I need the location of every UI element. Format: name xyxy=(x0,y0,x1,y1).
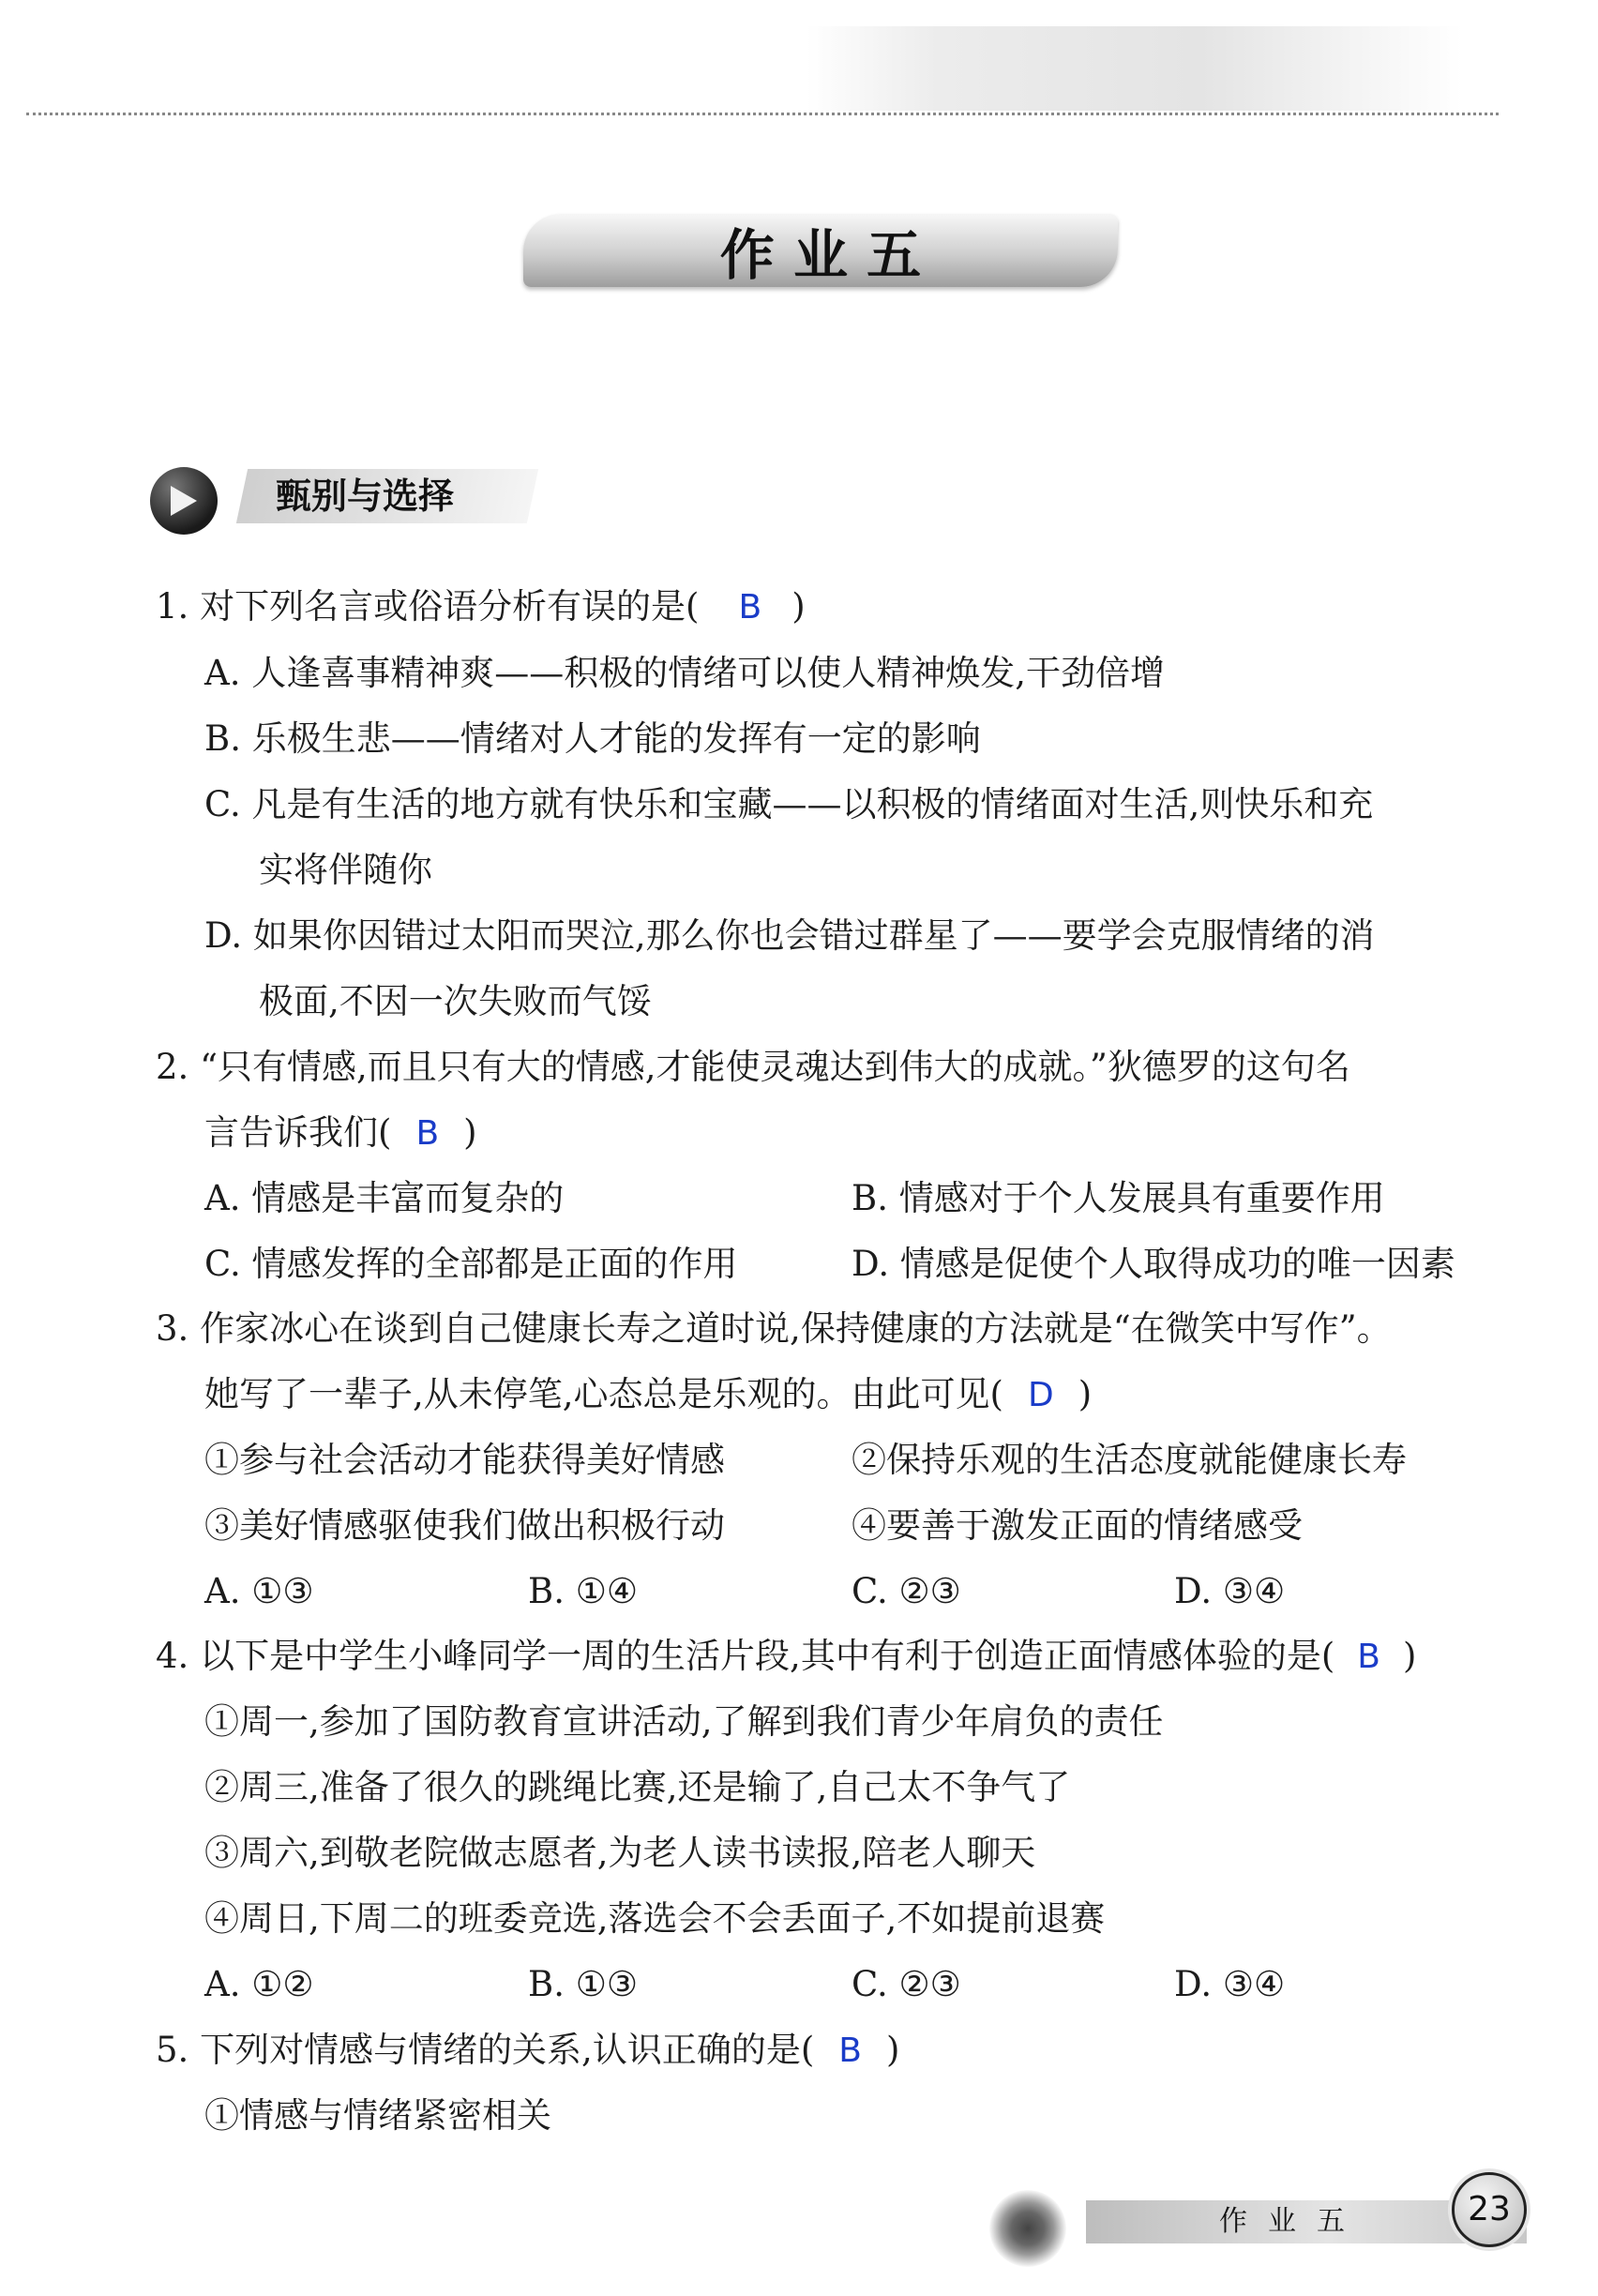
q3-option-c: C. ②③ xyxy=(852,1571,961,1611)
q5-statement-1: ①情感与情绪紧密相关 xyxy=(204,2095,551,2136)
q1-option-d: D. 如果你因错过太阳而哭泣,那么你也会错过群星了——要学会克服情绪的消 xyxy=(204,915,1375,956)
section-title: 甄别与选择 xyxy=(276,476,455,517)
q4-statement-4: ④周日,下周二的班委竞选,落选会不会丢面子,不如提前退赛 xyxy=(204,1898,1106,1939)
homework-banner xyxy=(523,214,1118,287)
q4-statement-1: ①周一,参加了国防教育宣讲活动,了解到我们青少年肩负的责任 xyxy=(204,1701,1164,1742)
q4-option-a: A. ①② xyxy=(204,1964,314,2004)
q1-option-c: C. 凡是有生活的地方就有快乐和宝藏——以积极的情绪面对生活,则快乐和充 xyxy=(204,784,1374,824)
q4-option-d: D. ③④ xyxy=(1174,1964,1286,2004)
answer-2: B xyxy=(415,1114,440,1153)
q1-option-d-cont: 极面,不因一次失败而气馁 xyxy=(259,981,652,1021)
q3-option-d: D. ③④ xyxy=(1174,1571,1286,1611)
question-2: 2. “只有情感,而且只有大的情感,才能使灵魂达到伟大的成就。”狄德罗的这句名 xyxy=(156,1047,1350,1087)
question-2-cont: 言告诉我们( B ) xyxy=(204,1112,477,1153)
q2-option-a: A. 情感是丰富而复杂的 xyxy=(204,1178,565,1218)
footer-label: 作业五 xyxy=(1219,2205,1365,2238)
question-4: 4. 以下是中学生小峰同学一周的生活片段,其中有利于创造正面情感体验的是( B ) xyxy=(156,1636,1417,1676)
q3-statement-1: ①参与社会活动才能获得美好情感 xyxy=(204,1440,725,1480)
q1-option-a: A. 人逢喜事精神爽——积极的情绪可以使人精神焕发,干劲倍增 xyxy=(204,653,1166,693)
q2-option-b: B. 情感对于个人发展具有重要作用 xyxy=(852,1178,1385,1218)
q3-option-b: B. ①④ xyxy=(528,1571,639,1611)
q3-option-a: A. ①③ xyxy=(204,1571,314,1611)
q4-option-c: C. ②③ xyxy=(852,1964,961,2004)
header-dotted-rule xyxy=(26,113,1499,115)
footer-sun-icon xyxy=(989,2190,1066,2267)
q3-statement-2: ②保持乐观的生活态度就能健康长寿 xyxy=(852,1440,1407,1480)
q1-option-b: B. 乐极生悲——情绪对人才能的发挥有一定的影响 xyxy=(204,718,981,759)
q1-option-c-cont: 实将伴随你 xyxy=(259,850,432,890)
q2-option-d: D. 情感是促使个人取得成功的唯一因素 xyxy=(852,1244,1455,1284)
answer-3: D xyxy=(1027,1376,1054,1414)
answer-5: B xyxy=(838,2032,862,2070)
q3-statement-4: ④要善于激发正面的情绪感受 xyxy=(852,1505,1303,1546)
question-5: 5. 下列对情感与情绪的关系,认识正确的是( B ) xyxy=(156,2030,900,2070)
answer-4: B xyxy=(1357,1638,1380,1676)
page-number: 23 xyxy=(1452,2172,1527,2247)
question-3: 3. 作家冰心在谈到自己健康长寿之道时说,保持健康的方法就是“在微笑中写作”。 xyxy=(156,1308,1392,1349)
page-title: 作 业 五 xyxy=(719,223,922,287)
header-decoration xyxy=(807,26,1463,111)
q4-option-b: B. ①③ xyxy=(528,1964,639,2004)
q2-option-c: C. 情感发挥的全部都是正面的作用 xyxy=(204,1244,738,1284)
section-arrow-icon xyxy=(150,467,218,535)
q3-statement-3: ③美好情感驱使我们做出积极行动 xyxy=(204,1505,725,1546)
answer-1: B xyxy=(738,588,762,627)
question-1: 1. 对下列名言或俗语分析有误的是( B ) xyxy=(156,586,806,627)
question-3-cont: 她写了一辈子,从未停笔,心态总是乐观的。由此可见( D ) xyxy=(204,1374,1093,1414)
q4-statement-3: ③周六,到敬老院做志愿者,为老人读书读报,陪老人聊天 xyxy=(204,1833,1036,1873)
q4-statement-2: ②周三,准备了很久的跳绳比赛,还是输了,自己太不争气了 xyxy=(204,1767,1071,1807)
